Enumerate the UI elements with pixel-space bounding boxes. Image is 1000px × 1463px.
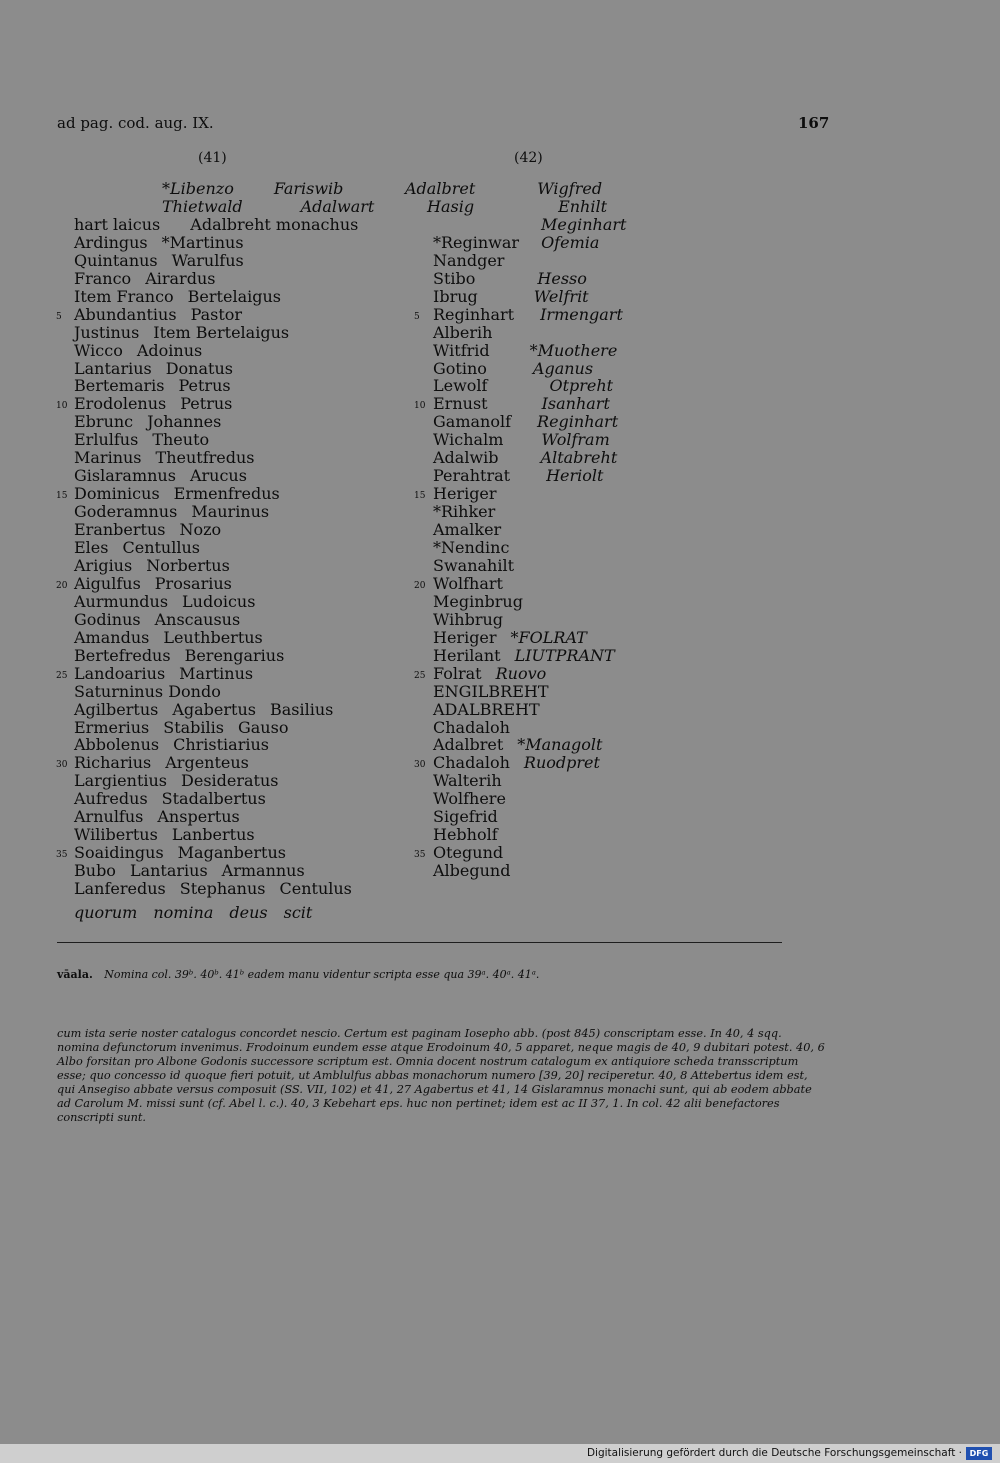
line-number: 35 — [414, 850, 426, 861]
name-entry: Arucus — [189, 466, 247, 486]
name-line — [433, 324, 492, 342]
running-head: ad pag. cod. aug. IX. — [57, 114, 214, 132]
name-entry: Agilbertus — [74, 699, 159, 719]
name-line — [74, 665, 253, 683]
column-42-label: (42) — [514, 150, 543, 166]
name-line — [162, 198, 374, 216]
name-entry: Walterih — [433, 771, 502, 791]
name-line — [433, 629, 587, 647]
page-number: 167 — [798, 114, 830, 132]
name-entry: Meginbrug — [433, 591, 523, 611]
name-line — [74, 270, 215, 288]
name-entry: Largientius — [74, 771, 168, 791]
name-entry: Stadalbertus — [161, 789, 266, 809]
name-entry: Ruovo — [495, 663, 547, 683]
name-entry: Wichalm — [433, 430, 504, 450]
name-line — [433, 467, 603, 485]
name-entry: Armannus — [221, 861, 305, 881]
name-entry: Ludoicus — [182, 591, 256, 611]
name-line — [433, 449, 617, 467]
name-entry: deus — [229, 903, 268, 922]
name-entry: Aganus — [532, 358, 594, 378]
name-line — [433, 719, 510, 737]
name-entry: Enhilt — [558, 196, 608, 216]
name-entry: Maurinus — [191, 502, 270, 522]
name-line — [433, 826, 498, 844]
footer-bar — [0, 1444, 1000, 1463]
name-line — [433, 234, 599, 252]
name-line — [433, 503, 495, 521]
name-entry: Lantarius — [74, 358, 152, 378]
name-entry: Heriger — [433, 627, 497, 647]
name-entry: Folrat — [433, 663, 482, 683]
name-entry: Wicco — [74, 340, 123, 360]
name-entry: Donatus — [165, 358, 233, 378]
name-line — [433, 395, 610, 413]
name-entry: *Muothere — [529, 340, 618, 360]
name-entry: Ernust — [433, 394, 488, 414]
name-entry: Lanferedus — [74, 879, 166, 899]
name-entry: Theuto — [152, 430, 210, 450]
name-line — [74, 360, 233, 378]
name-entry: Nozo — [179, 520, 222, 540]
line-number: 20 — [414, 580, 426, 591]
line-number: 5 — [414, 311, 420, 322]
name-entry: Swanahilt — [433, 555, 515, 575]
name-entry: Desideratus — [181, 771, 279, 791]
line-number: 5 — [56, 311, 62, 322]
name-entry: Centulus — [279, 879, 352, 899]
name-entry: Prosarius — [154, 573, 232, 593]
name-entry: Godinus — [74, 609, 141, 629]
name-entry: Ermerius — [74, 717, 150, 737]
name-entry: Anscausus — [154, 609, 241, 629]
name-entry: Aigulfus — [74, 573, 141, 593]
name-line — [433, 701, 540, 719]
name-entry: nomina — [153, 903, 214, 922]
name-line — [74, 575, 232, 593]
name-line — [433, 557, 514, 575]
name-line — [74, 647, 284, 665]
name-entry: Bertefredus — [74, 645, 171, 665]
name-line — [74, 342, 202, 360]
name-line — [433, 593, 523, 611]
name-entry: Centullus — [122, 538, 200, 557]
name-entry: Gislaramnus — [74, 466, 176, 486]
name-line — [74, 790, 266, 808]
name-line — [74, 413, 221, 431]
name-entry: Ofemia — [541, 232, 600, 252]
name-line — [74, 449, 255, 467]
name-entry: Berengarius — [184, 645, 285, 665]
name-entry: Goderamnus — [74, 502, 178, 522]
name-entry: *Reginwar — [433, 232, 520, 252]
name-line — [74, 306, 242, 324]
name-entry: Ermenfredus — [173, 484, 280, 504]
name-line — [74, 324, 289, 342]
name-entry: Otegund — [433, 843, 504, 863]
name-entry: quorum — [74, 903, 138, 922]
name-entry: Amalker — [433, 520, 502, 540]
name-entry: Ruodpret — [523, 753, 600, 773]
name-line — [74, 395, 232, 413]
name-entry: scit — [283, 903, 313, 922]
name-line — [433, 413, 618, 431]
line-number: 25 — [414, 670, 426, 681]
name-entry: Reginhart — [537, 412, 619, 432]
footer-text: Digitalisierung gefördert durch die Deutsche Forschungsgemeinschaft · — [586, 1447, 962, 1459]
name-entry: Maganbertus — [177, 843, 286, 863]
name-entry: Lewolf — [433, 376, 488, 396]
name-entry: Wolfhere — [433, 789, 506, 809]
name-entry: Witfrid — [433, 340, 490, 360]
line-number: 30 — [56, 760, 68, 771]
name-line — [433, 306, 623, 324]
name-entry: Nandger — [433, 250, 505, 270]
name-entry: Chadaloh — [433, 753, 510, 773]
note-text: Nomina col. 39ᵇ. 40ᵇ. 41ᵇ eadem manu videntur scripta esse qua 39ᵃ. 40ᵃ. 41ᵃ. — [104, 968, 540, 981]
name-entry: Altabreht — [540, 448, 618, 468]
name-entry: Wolfhart — [433, 573, 503, 593]
name-line — [74, 521, 221, 539]
name-entry: LIUTPRANT — [514, 645, 615, 665]
name-entry: Pastor — [190, 304, 243, 324]
name-line — [74, 683, 221, 701]
name-line — [74, 503, 269, 521]
name-line — [74, 288, 281, 306]
name-entry: Welfrit — [533, 286, 589, 306]
name-entry: Ebrunc — [74, 412, 134, 432]
name-entry: Thietwald — [162, 196, 243, 216]
name-entry: Alberih — [433, 322, 493, 342]
name-entry: Amandus — [74, 627, 150, 647]
name-entry: Hasig — [427, 196, 475, 216]
line-number: 15 — [56, 491, 68, 502]
name-entry: Norbertus — [146, 555, 230, 575]
name-entry: Abbolenus — [74, 735, 160, 755]
name-entry: Stibo — [433, 268, 476, 288]
name-entry: *Nendinc — [433, 538, 510, 557]
name-line — [74, 234, 244, 252]
commentary-paragraph: cum ista serie noster catalogus concordet nescio. Certum est paginam Iosepho abb. (post 845) conscriptam esse. In 40, 4 sqq. nomina defunctorum invenimus. Frodoinum eundem esse atque Erodoinum 40, 5 apparet, neque magis de 40, 9 dubitari potest. 40, 6 Albo forsitan pro Albone Godonis successore scriptum est. Omnia docent nostrum catalogum ex antiquiore scheda transscriptum esse; quo concesso id quoque fieri potuit, ut Amblulfus abbas monachorum numero [39, 20] reciperetur. 40, 8 Attebertus idem est, qui Ansegiso abbate versus composuit (SS. VII, 102) et 41, 27 Agabertus et 41, 14 Gislaramnus monachi sunt, qui ab eodem abbate ad Carolum M. missi sunt (cf. Abel l. c.). 40, 3 Kebehart eps. huc non pertinet; idem est ac II 37, 1. In col. 42 alii benefactores conscripti sunt. — [57, 1027, 825, 1124]
name-entry: Wilibertus — [74, 825, 158, 845]
name-entry: Anspertus — [157, 807, 240, 827]
name-entry: Stabilis — [163, 717, 224, 737]
name-entry: Albegund — [433, 861, 511, 881]
name-line — [433, 252, 504, 270]
column-41-label: (41) — [198, 150, 227, 166]
name-line — [433, 844, 503, 862]
name-entry: Airardus — [145, 268, 216, 288]
name-line — [541, 216, 626, 234]
name-entry: Basilius — [269, 699, 334, 719]
name-line — [433, 754, 600, 772]
name-entry: Perahtrat — [433, 466, 511, 486]
name-line — [433, 288, 589, 306]
name-entry: *Managolt — [517, 735, 603, 755]
name-entry: Irmengart — [540, 304, 623, 324]
name-line — [74, 826, 255, 844]
divider-rule — [57, 942, 782, 943]
name-entry: Wolfram — [541, 430, 610, 450]
name-entry: hart laicus — [74, 214, 161, 234]
name-entry: Item Franco — [74, 286, 174, 306]
name-line — [74, 611, 240, 629]
name-entry: Reginhart — [433, 304, 515, 324]
name-line — [433, 790, 506, 808]
name-entry: Aurmundus — [74, 591, 169, 611]
name-entry: Gauso — [237, 717, 289, 737]
name-entry: Johannes — [147, 412, 222, 432]
name-line — [405, 180, 602, 198]
name-line — [74, 629, 263, 647]
name-line — [433, 377, 613, 395]
name-line — [74, 808, 240, 826]
name-line — [427, 198, 607, 216]
name-entry: Agabertus — [172, 699, 256, 719]
name-entry: Sigefrid — [433, 807, 498, 827]
name-entry: Fariswib — [273, 179, 344, 198]
name-line — [433, 431, 610, 449]
name-entry: Saturninus Dondo — [74, 681, 221, 701]
name-entry: Stephanus — [179, 879, 266, 899]
name-entry: Petrus — [180, 394, 233, 414]
name-entry: Adalwart — [300, 196, 375, 216]
name-entry: Wigfred — [537, 179, 603, 198]
name-line — [433, 665, 546, 683]
name-entry: Aufredus — [74, 789, 148, 809]
name-entry: Martinus — [179, 663, 254, 683]
name-entry: Meginhart — [541, 214, 627, 234]
name-line — [74, 377, 231, 395]
name-entry: Heriolt — [546, 466, 604, 486]
name-entry: ADALBREHT — [433, 699, 540, 719]
name-line — [74, 701, 333, 719]
name-entry: Wihbrug — [433, 609, 504, 629]
name-entry: Lanbertus — [171, 825, 255, 845]
name-entry: Bubo — [74, 861, 116, 881]
name-entry: Dominicus — [74, 484, 160, 504]
name-entry: Adalwib — [433, 448, 499, 468]
name-line — [74, 467, 247, 485]
name-line — [74, 431, 209, 449]
name-entry: Leuthbertus — [163, 627, 263, 647]
name-entry: Justinus — [74, 322, 140, 342]
line-number: 15 — [414, 491, 426, 502]
name-entry: Franco — [74, 268, 132, 288]
name-line — [433, 862, 510, 880]
name-entry: *FOLRAT — [510, 627, 587, 647]
name-entry: *Rihker — [433, 502, 496, 522]
name-entry: Gamanolf — [433, 412, 512, 432]
name-line — [74, 557, 230, 575]
name-entry: Hesso — [537, 268, 587, 288]
name-line — [433, 575, 503, 593]
name-line — [74, 216, 358, 234]
name-entry: Warulfus — [171, 250, 244, 270]
name-entry: Chadaloh — [433, 717, 510, 737]
name-line — [74, 754, 249, 772]
name-entry: Abundantius — [74, 304, 177, 324]
name-line — [433, 611, 503, 629]
name-line — [74, 904, 312, 922]
name-line — [74, 252, 244, 270]
name-entry: Bertemaris — [74, 376, 165, 396]
name-entry: *Libenzo — [162, 179, 234, 198]
name-entry: Adalbret — [433, 735, 504, 755]
note-line — [57, 968, 539, 981]
name-line — [433, 772, 502, 790]
name-line — [433, 485, 497, 503]
name-line — [74, 880, 352, 898]
name-line — [74, 485, 280, 503]
name-entry: Ibrug — [433, 286, 478, 306]
name-entry: Erlulfus — [74, 430, 139, 450]
name-entry: ENGILBREHT — [433, 681, 549, 701]
name-line — [433, 539, 509, 557]
name-entry: Petrus — [178, 376, 231, 396]
name-entry: Adoinus — [136, 340, 203, 360]
name-line — [74, 736, 269, 754]
line-number: 35 — [56, 850, 68, 861]
name-entry: Arnulfus — [74, 807, 144, 827]
name-entry: Soaidingus — [74, 843, 164, 863]
name-entry: Eranbertus — [74, 520, 166, 540]
line-number: 10 — [414, 401, 426, 412]
name-entry: Quintanus — [74, 250, 158, 270]
name-line — [74, 539, 200, 557]
name-entry: Hebholf — [433, 825, 498, 845]
line-number: 30 — [414, 760, 426, 771]
name-line — [162, 180, 343, 198]
dfg-logo: DFG — [966, 1447, 992, 1460]
name-line — [433, 647, 615, 665]
line-number: 25 — [56, 670, 68, 681]
name-entry: Bertelaigus — [187, 286, 281, 306]
name-line — [433, 736, 602, 754]
name-entry: Heriger — [433, 484, 497, 504]
name-entry: Erodolenus — [74, 394, 167, 414]
name-entry: Adalbreht monachus — [190, 214, 359, 234]
name-line — [433, 360, 593, 378]
note-label: vāala. — [57, 968, 93, 981]
name-line — [74, 862, 305, 880]
name-line — [433, 808, 498, 826]
name-entry: Herilant — [433, 645, 501, 665]
name-entry: Gotino — [433, 358, 487, 378]
name-line — [433, 342, 617, 360]
name-entry: Arigius — [74, 555, 133, 575]
name-entry: Eles — [74, 538, 109, 557]
name-entry: Ardingus — [74, 232, 148, 252]
line-number: 10 — [56, 401, 68, 412]
name-entry: Richarius — [74, 753, 152, 773]
name-line — [74, 719, 288, 737]
name-entry: Otpreht — [549, 376, 614, 396]
line-number: 20 — [56, 580, 68, 591]
name-line — [433, 521, 501, 539]
name-entry: *Martinus — [161, 232, 244, 252]
name-entry: Marinus — [74, 448, 142, 468]
name-entry: Item Bertelaigus — [153, 322, 290, 342]
name-line — [74, 772, 278, 790]
name-line — [433, 683, 549, 701]
name-entry: Isanhart — [541, 394, 610, 414]
name-line — [74, 844, 286, 862]
name-entry: Theutfredus — [155, 448, 255, 468]
name-entry: Argenteus — [165, 753, 249, 773]
name-entry: Landoarius — [74, 663, 166, 683]
name-line — [74, 593, 255, 611]
name-line — [433, 270, 587, 288]
name-entry: Lantarius — [129, 861, 208, 881]
name-entry: Christiarius — [173, 735, 269, 755]
name-entry: Adalbret — [405, 179, 476, 198]
